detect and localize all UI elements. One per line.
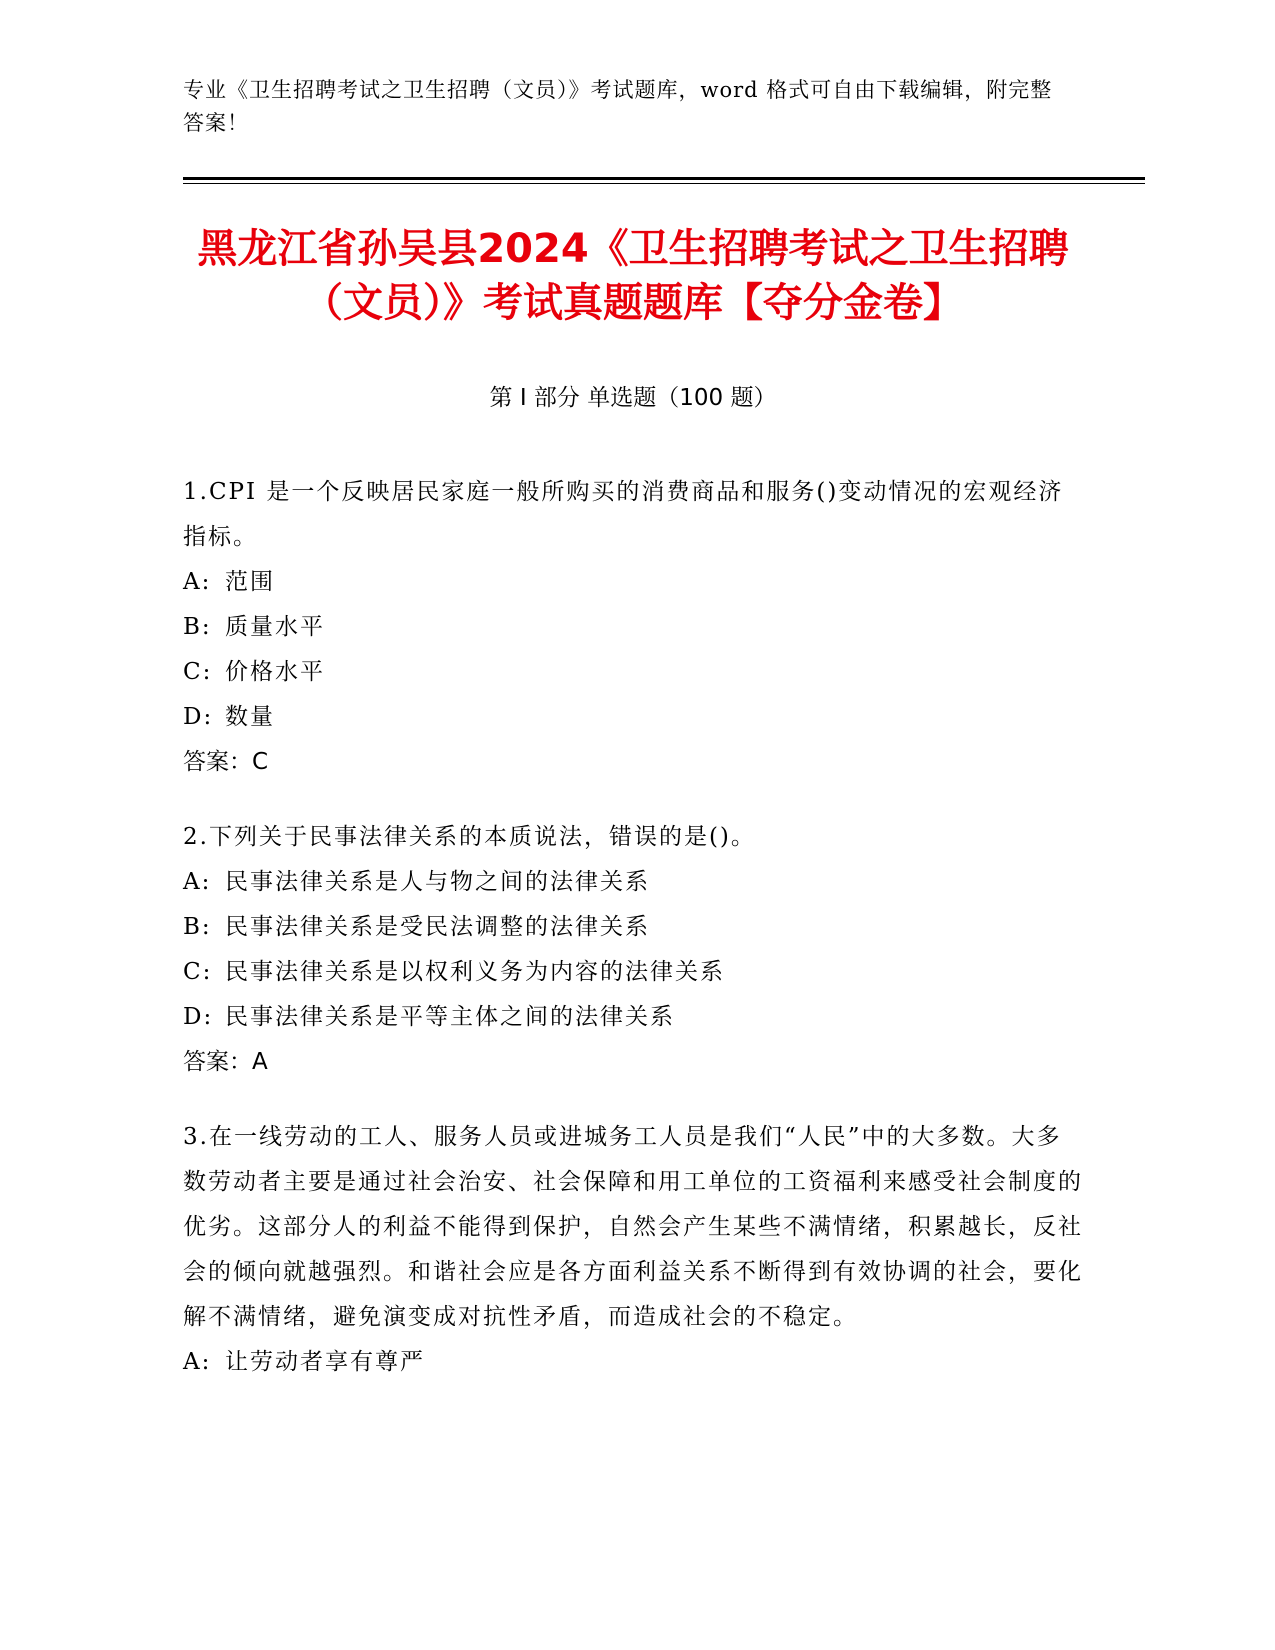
- option-text: 民事法律关系是人与物之间的法律关系: [225, 869, 650, 895]
- option-key: A:: [183, 569, 212, 595]
- option-key: C:: [183, 659, 213, 685]
- header-divider-thick: [183, 177, 1145, 180]
- document-title: 黑龙江省孙吴县2024《卫生招聘考试之卫生招聘（文员）》考试真题题库【夺分金卷】: [197, 226, 1069, 326]
- option-key: A:: [183, 869, 212, 895]
- option-key: C:: [183, 959, 213, 985]
- option-b: [183, 905, 1083, 950]
- section-heading: 第 I 部分 单选题（100 题）: [489, 385, 777, 411]
- option-text: 民事法律关系是平等主体之间的法律关系: [225, 1004, 675, 1030]
- option-text: 民事法律关系是受民法调整的法律关系: [225, 914, 650, 940]
- option-text: 价格水平: [225, 659, 325, 685]
- option-key: D:: [183, 1004, 214, 1030]
- question-2: [183, 815, 1083, 1085]
- header-note: 专业《卫生招聘考试之卫生招聘（文员）》考试题库，word 格式可自由下载编辑，附完整答案！: [183, 78, 1053, 135]
- option-key: A:: [183, 1349, 212, 1375]
- question-text: 2.下列关于民事法律关系的本质说法，错误的是()。: [183, 824, 756, 850]
- option-key: D:: [183, 704, 214, 730]
- option-text: 让劳动者享有尊严: [225, 1349, 425, 1375]
- option-a: [183, 1340, 1083, 1385]
- option-d: [183, 995, 1083, 1040]
- option-text: 民事法律关系是以权利义务为内容的法律关系: [225, 959, 725, 985]
- option-b: [183, 605, 1083, 650]
- option-key: B:: [183, 914, 212, 940]
- option-text: 数量: [225, 704, 275, 730]
- answer: 答案：C: [183, 749, 269, 775]
- option-a: [183, 860, 1083, 905]
- option-c: [183, 950, 1083, 995]
- question-text: 3.在一线劳动的工人、服务人员或进城务工人员是我们“人民”中的大多数。大多数劳动者主要是通过社会治安、社会保障和用工单位的工资福利来感受社会制度的优劣。这部分人的利益不能得到保护，自然会产生某些不满情绪，积累越长，反社会的倾向就越强烈。和谐社会应是各方面利益关系不断得到有效协调的社会，要化解不满情绪，避免演变成对抗性矛盾，而造成社会的不稳定。: [183, 1124, 1083, 1330]
- option-text: 质量水平: [225, 614, 325, 640]
- answer: 答案：A: [183, 1049, 268, 1075]
- option-a: [183, 560, 1083, 605]
- question-3: [183, 1115, 1083, 1385]
- option-key: B:: [183, 614, 212, 640]
- question-list: [183, 470, 1083, 1415]
- question-text: 1.CPI 是一个反映居民家庭一般所购买的消费商品和服务()变动情况的宏观经济指标。: [183, 479, 1064, 550]
- option-text: 范围: [225, 569, 275, 595]
- option-d: [183, 695, 1083, 740]
- question-1: [183, 470, 1083, 785]
- option-c: [183, 650, 1083, 695]
- header-divider-thin: [183, 183, 1145, 184]
